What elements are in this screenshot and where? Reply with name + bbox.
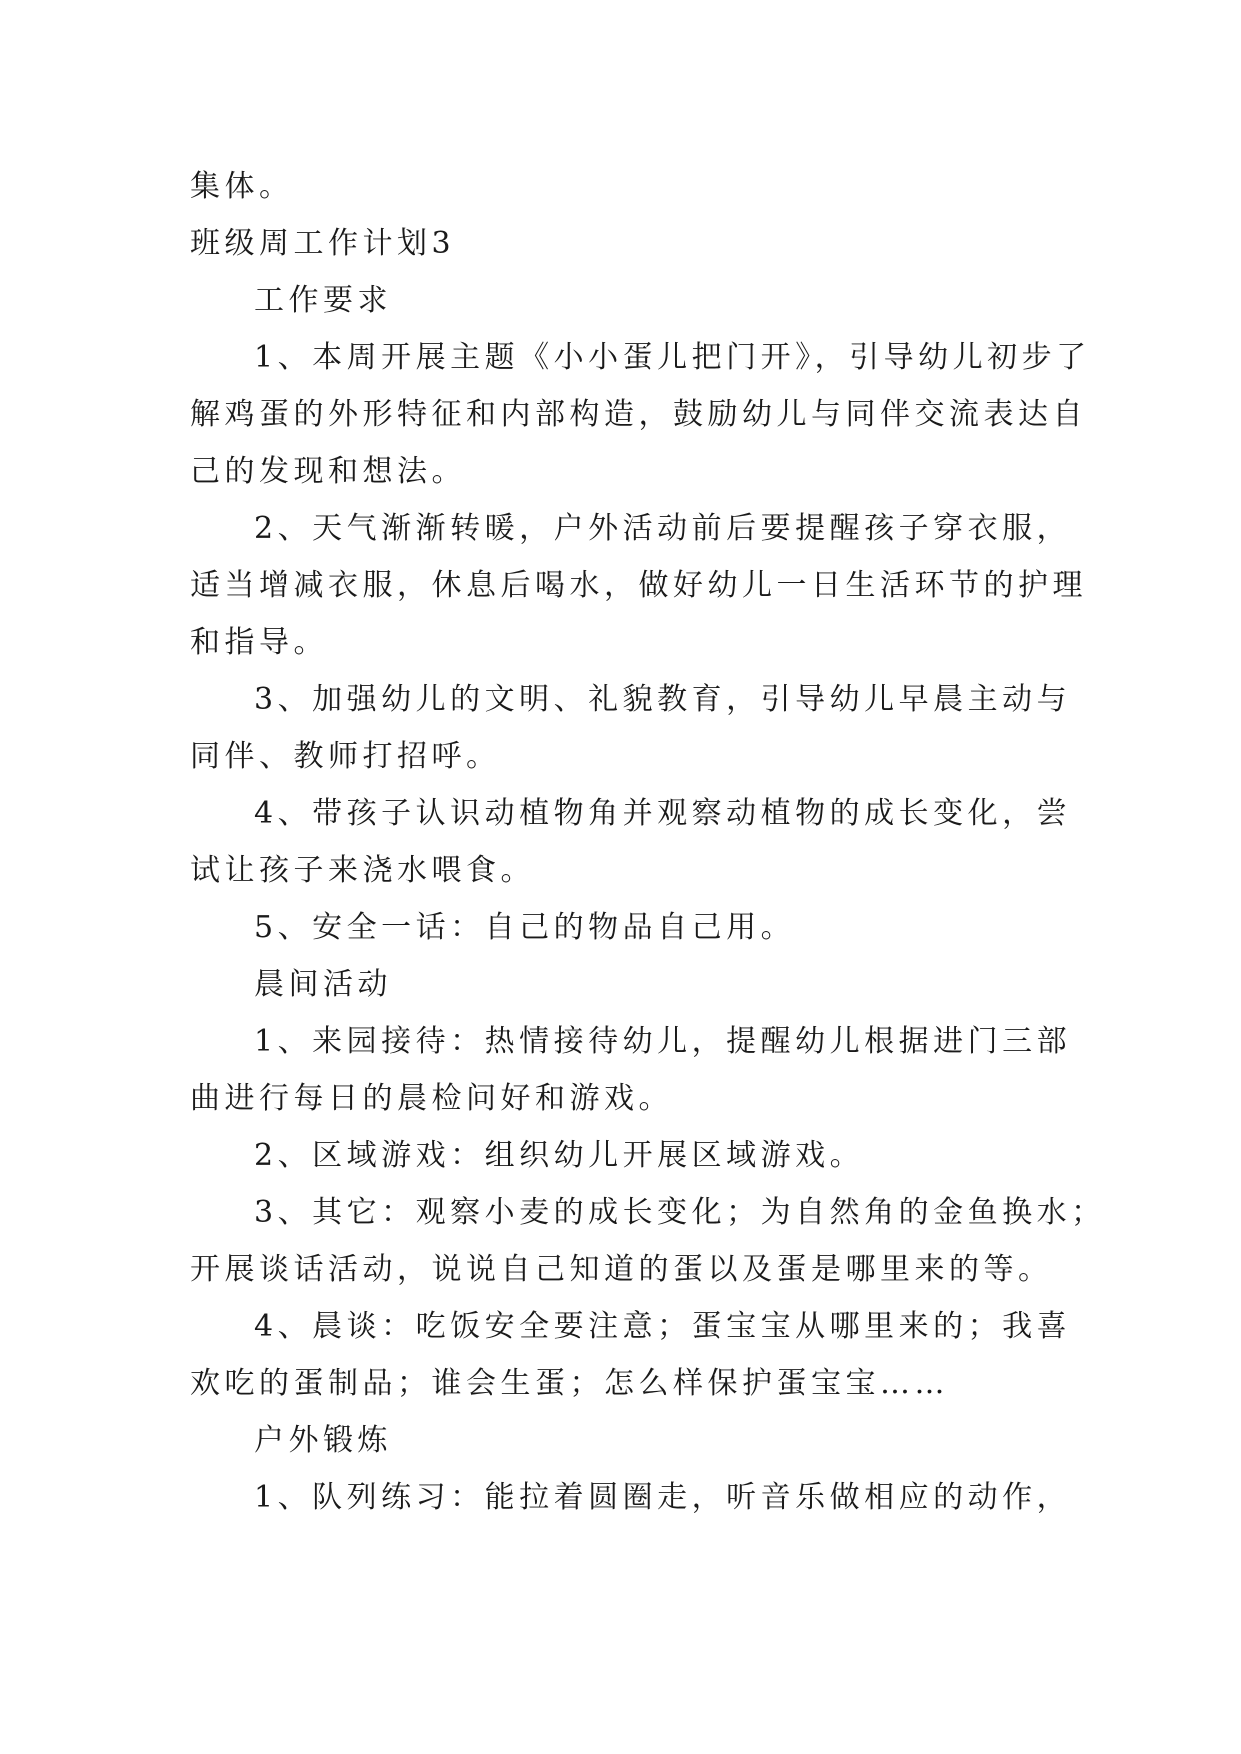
text-line: 集体。 — [190, 169, 294, 204]
text-line: 1、队列练习：能拉着圆圈走，听音乐做相应的动作， — [254, 1480, 1072, 1515]
text-line: 开展谈话活动，说说自己知道的蛋以及蛋是哪里来的等。 — [190, 1252, 1053, 1287]
text-line: 4、带孩子认识动植物角并观察动植物的成长变化，尝 — [254, 796, 1072, 831]
text-line: 2、区域游戏：组织幼儿开展区域游戏。 — [254, 1138, 865, 1173]
text-line: 欢吃的蛋制品；谁会生蛋；怎么样保护蛋宝宝…… — [190, 1366, 949, 1401]
text-line: 3、其它：观察小麦的成长变化；为自然角的金鱼换水； — [254, 1195, 1106, 1230]
text-line: 同伴、教师打招呼。 — [190, 739, 501, 774]
text-line: 4、晨谈：吃饭安全要注意；蛋宝宝从哪里来的；我喜 — [254, 1309, 1072, 1344]
text-line: 己的发现和想法。 — [190, 454, 466, 489]
heading-morning-activities: 晨间活动 — [254, 967, 392, 1002]
text-line: 和指导。 — [190, 625, 328, 660]
heading-outdoor-exercise: 户外锻炼 — [254, 1423, 392, 1458]
text-line: 曲进行每日的晨检问好和游戏。 — [190, 1081, 673, 1116]
text-line: 1、本周开展主题《小小蛋儿把门开》，引导幼儿初步了 — [254, 340, 1091, 375]
text-line: 解鸡蛋的外形特征和内部构造，鼓励幼儿与同伴交流表达自 — [190, 397, 1087, 432]
text-line: 1、来园接待：热情接待幼儿，提醒幼儿根据进门三部 — [254, 1024, 1072, 1059]
text-line: 适当增减衣服，休息后喝水，做好幼儿一日生活环节的护理 — [190, 568, 1087, 603]
text-line: 试让孩子来浇水喂食。 — [190, 853, 535, 888]
heading-work-requirements: 工作要求 — [254, 283, 392, 318]
text-line: 3、加强幼儿的文明、礼貌教育，引导幼儿早晨主动与 — [254, 682, 1072, 717]
section-title: 班级周工作计划3 — [190, 226, 456, 261]
document-body — [190, 158, 1106, 1526]
text-line: 5、安全一话：自己的物品自己用。 — [254, 910, 796, 945]
text-line: 2、天气渐渐转暖，户外活动前后要提醒孩子穿衣服， — [254, 511, 1072, 546]
